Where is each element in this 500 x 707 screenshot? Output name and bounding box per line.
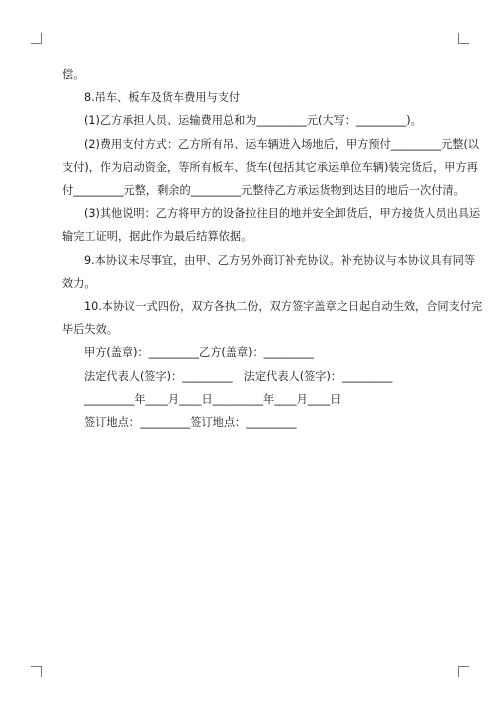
text-line: 毕后失效。 [62, 323, 118, 337]
signature-line-representative: 法定代表人(签字)：_________ 法定代表人(签字)：_________ [84, 369, 393, 383]
text-line: 偿。 [62, 68, 85, 81]
text-line: 效力。 [62, 276, 96, 290]
text-line: (1)乙方承担人员、运输费用总和为_________元(大写：_________)。 [84, 114, 422, 128]
signature-line-date: _________年____月____日_________年____月____日 [84, 392, 342, 406]
text-line: 输完工证明，据此作为最后结算依据。 [62, 230, 253, 244]
crop-mark-top-left [31, 33, 42, 44]
crop-mark-bottom-left [31, 666, 42, 677]
crop-mark-top-right [458, 33, 469, 44]
text-line: 9.本协议未尽事宜，由甲、乙方另外商订补充协议。补充协议与本协议具有同等 [84, 253, 476, 267]
text-line: (3)其他说明：乙方将甲方的设备拉往目的地并安全卸货后，甲方接货人员出具运 [84, 207, 481, 221]
document-body [62, 63, 483, 434]
text-line: 支付)，作为启动资金，等所有板车、货车(包括其它承运单位车辆)装完货后，甲方再 [62, 160, 478, 174]
signature-line-place: 签订地点：_________签订地点：_________ [84, 416, 297, 430]
text-line: (2)费用支付方式：乙方所有吊、运车辆进入场地后，甲方预付_________元整(以 [84, 137, 479, 151]
text-line: 10.本协议一式四份，双方各执二份，双方签字盖章之日起自动生效，合同支付完 [84, 300, 483, 314]
text-line: 付_________元整，剩余的_________元整待乙方承运货物到达目的地后一次付清。 [62, 184, 465, 198]
signature-line-party: 甲方(盖章)：_________乙方(盖章)：_________ [84, 346, 315, 360]
crop-mark-bottom-right [458, 666, 469, 677]
section-heading: 8.吊车、板车及货车费用与支付 [84, 91, 241, 105]
